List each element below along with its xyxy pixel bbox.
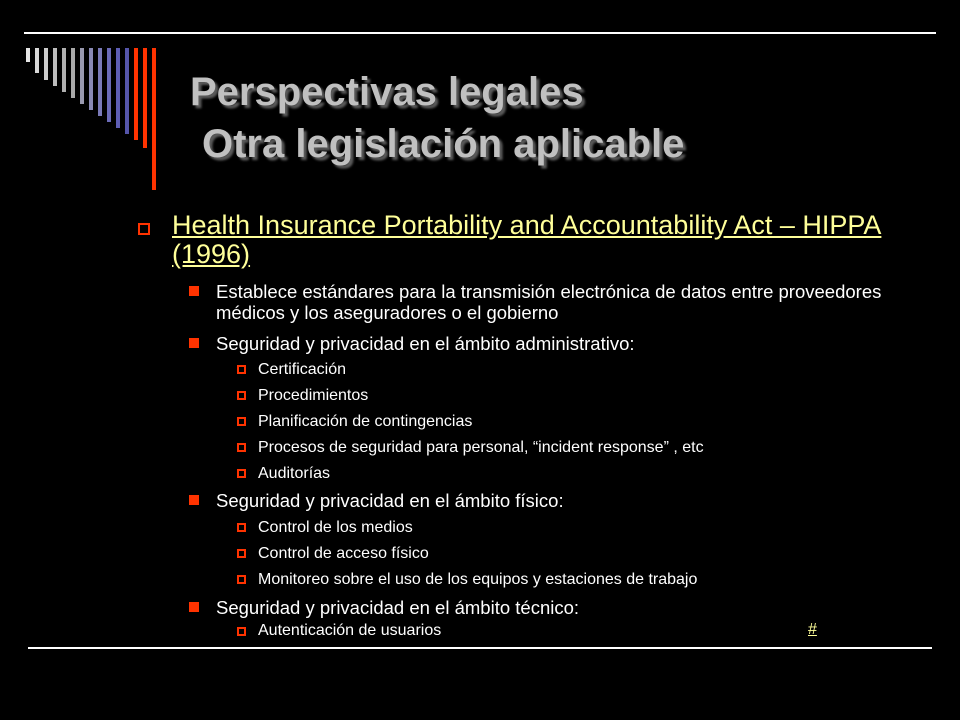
- small-hollow-bullet-icon: [237, 627, 246, 636]
- bullet-item-physical: Seguridad y privacidad en el ámbito físico:: [216, 490, 564, 511]
- hipaa-link[interactable]: Health Insurance Portability and Accountability Act – HIPPA (1996): [172, 210, 882, 269]
- bullet-item-standards: Establece estándares para la transmisión electrónica de datos entre proveedores médicos y los aseguradores o el gobierno: [216, 281, 882, 323]
- title-line-1: Perspectivas legales: [190, 70, 584, 114]
- square-bullet-icon: [189, 286, 199, 296]
- small-hollow-bullet-icon: [237, 443, 246, 452]
- sub-item-auditorias: Auditorías: [258, 465, 331, 482]
- sub-item-contingencias: Planificación de contingencias: [258, 413, 473, 430]
- small-hollow-bullet-icon: [237, 549, 246, 558]
- small-hollow-bullet-icon: [237, 575, 246, 584]
- sub-item-autenticacion: Autenticación de usuarios: [258, 622, 442, 639]
- small-hollow-bullet-icon: [237, 391, 246, 400]
- sub-item-certificacion: Certificación: [258, 361, 347, 378]
- sub-item-acceso: Control de acceso físico: [258, 545, 429, 562]
- sub-item-monitoreo: Monitoreo sobre el uso de los equipos y estaciones de trabajo: [258, 571, 698, 588]
- square-bullet-icon: [189, 338, 199, 348]
- title-line-2: Otra legislación aplicable: [202, 122, 685, 166]
- square-bullet-icon: [189, 602, 199, 612]
- hash-link[interactable]: #: [808, 621, 817, 638]
- small-hollow-bullet-icon: [237, 417, 246, 426]
- sub-item-procedimientos: Procedimientos: [258, 387, 369, 404]
- slide-title: [190, 66, 684, 170]
- bullet-item-technical: Seguridad y privacidad en el ámbito técnico:: [216, 597, 580, 618]
- square-bullet-icon: [189, 495, 199, 505]
- bottom-rule: [28, 647, 932, 649]
- sub-item-procesos: Procesos de seguridad para personal, “incident response” , etc: [258, 439, 704, 456]
- top-rule: [24, 32, 936, 34]
- small-hollow-bullet-icon: [237, 523, 246, 532]
- sub-item-medios: Control de los medios: [258, 519, 413, 536]
- level1-item: [172, 211, 932, 269]
- hollow-square-bullet-icon: [138, 223, 150, 235]
- bullet-item-administrative: Seguridad y privacidad en el ámbito administrativo:: [216, 333, 635, 354]
- small-hollow-bullet-icon: [237, 365, 246, 374]
- small-hollow-bullet-icon: [237, 469, 246, 478]
